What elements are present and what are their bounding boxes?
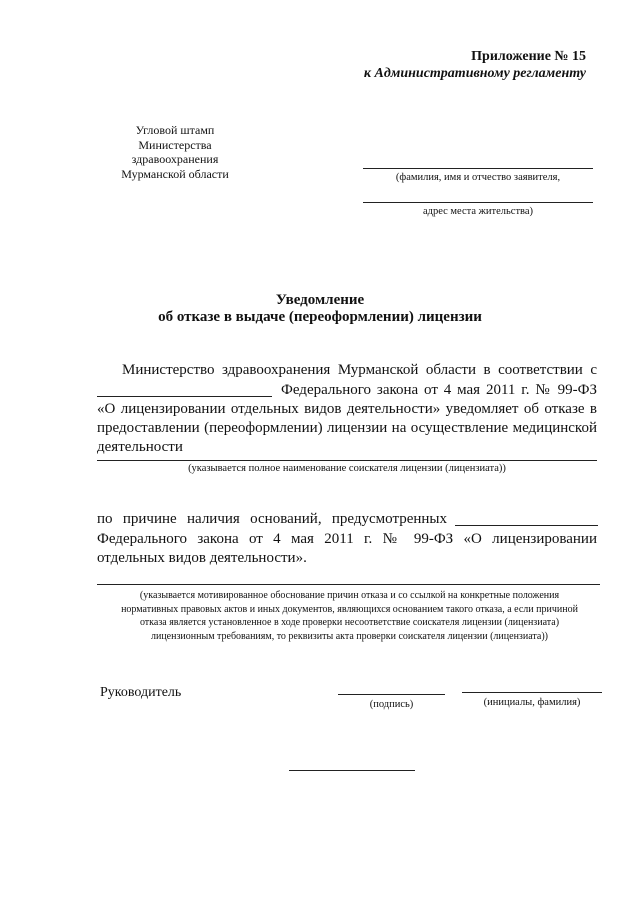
document-subtitle: об отказе в выдаче (переоформлении) лицензии: [158, 309, 482, 325]
paragraph1-blank: [97, 396, 272, 397]
stamp-line: здравоохранения: [131, 152, 219, 166]
stamp-line: Угловой штамп: [135, 123, 215, 137]
reason-caption-line: (указывается мотивированное обоснование причин отказа и со ссылкой на конкретные положения: [139, 590, 560, 601]
applicant-entity-caption: (указывается полное наименование соискателя лицензии (лицензиата)): [188, 463, 506, 474]
applicant-address-caption: адрес места жительства): [422, 206, 534, 217]
applicant-name-line: [363, 168, 593, 169]
appendix-number: Приложение № 15: [471, 49, 586, 64]
paragraph1-line4: предоставлении (переоформлении) лицензии на осуществление медицинской: [97, 420, 597, 436]
signatory-role: Руководитель: [100, 685, 182, 700]
paragraph1-line2: Федерального закона от 4 мая 2011 г. № 99-ФЗ: [281, 382, 597, 398]
stamp-line: Министерства: [138, 137, 212, 152]
name-caption: (инициалы, фамилия): [483, 697, 581, 708]
paragraph2-line1: по причине наличия оснований, предусмотренных: [97, 511, 447, 527]
corner-stamp: [110, 123, 240, 181]
reason-line: [97, 584, 600, 585]
paragraph1-line1: Министерство здравоохранения Мурманской области в соответствии с: [122, 362, 597, 378]
regulation-reference: к Административному регламенту: [363, 66, 586, 81]
paragraph2-line2: Федерального закона от 4 мая 2011 г. № 99-ФЗ «О лицензировании: [97, 531, 597, 547]
reason-caption-line: лицензионным требованиям, то реквизиты акта проверки соискателя лицензии (лицензиата)): [150, 630, 548, 642]
signature-caption: (подпись): [369, 699, 414, 710]
applicant-address-line: [363, 202, 593, 203]
name-line: [462, 692, 602, 693]
reason-caption: [97, 589, 602, 643]
paragraph2-blank: [455, 525, 598, 526]
applicant-name-caption: (фамилия, имя и отчество заявителя,: [395, 172, 561, 183]
reason-caption-line: отказа является установленное в ходе проверки несоответствие соискателя лицензии (лицензиата): [139, 617, 560, 628]
paragraph2-line3: отдельных видов деятельности».: [97, 550, 307, 566]
closing-separator: [289, 770, 415, 771]
applicant-entity-line: [97, 460, 597, 461]
document-title: Уведомление: [275, 292, 365, 308]
paragraph1-line5: деятельности: [97, 439, 183, 455]
stamp-line: Мурманской области: [121, 166, 229, 181]
signature-line: [338, 694, 445, 695]
paragraph1-line3: «О лицензировании отдельных видов деятельности» уведомляет об отказе в: [97, 401, 597, 417]
reason-caption-line: нормативных правовых актов и иных документов, являющихся основанием такого отказа, а если причиной: [121, 603, 578, 615]
